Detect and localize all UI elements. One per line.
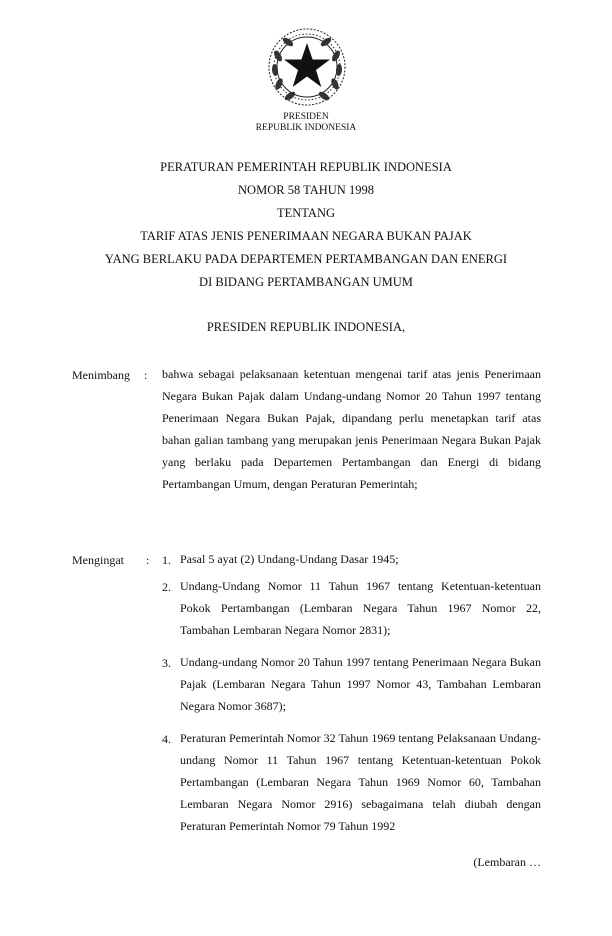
menimbang-text: bahwa sebagai pelaksanaan ketentuan mengenai tarif atas jenis Penerimaan Negara Bukan Pajak dalam Undang-undang Nomor 20 Tahun 1997 tentang Penerimaan Negara Bukan Pajak, dipandang perlu menetapkan tarif atas bahan galian tambang yang merupakan jenis Penerimaan Negara Bukan Pajak yang berlaku pada Departemen Pertambangan dan Energi di bidang Pertambangan Umum, dengan Peraturan Pemerintah;: [162, 367, 541, 491]
mengingat-item-text: Undang-undang Nomor 20 Tahun 1997 tentang Penerimaan Negara Bukan Pajak (Lembaran Negara Tahun 1997 Nomor 43, Tambahan Lembaran Negara Nomor 3687);: [180, 655, 541, 713]
mengingat-item-text: Pasal 5 ayat (2) Undang-Undang Dasar 1945;: [180, 552, 399, 566]
title-line-3: TENTANG: [276, 206, 335, 220]
mengingat-item-number: 4.: [162, 732, 171, 746]
continuation-marker: (Lembaran …: [473, 855, 541, 869]
menimbang-label: Menimbang: [72, 368, 130, 382]
mengingat-label: Mengingat: [72, 553, 124, 567]
garuda-star-wreath-emblem-icon: [266, 26, 348, 108]
header-presiden: PRESIDEN: [283, 112, 329, 122]
mengingat-item-text: Undang-Undang Nomor 11 Tahun 1967 tentang Ketentuan-ketentuan Pokok Pertambangan (Lembaran Negara Tahun 1967 Nomor 22, Tambahan Lembaran Negara Nomor 2831);: [180, 579, 541, 637]
menimbang-colon: :: [144, 368, 148, 382]
mengingat-item-number: 3.: [162, 656, 171, 670]
mengingat-item-number: 1.: [162, 553, 171, 567]
title-line-4: TARIF ATAS JENIS PENERIMAAN NEGARA BUKAN PAJAK: [140, 229, 472, 243]
mengingat-colon: :: [146, 553, 150, 567]
title-line-1: PERATURAN PEMERINTAH REPUBLIK INDONESIA: [160, 160, 452, 174]
mengingat-item-text: Peraturan Pemerintah Nomor 32 Tahun 1969 tentang Pelaksanaan Undang-undang Nomor 11 Tahun 1967 tentang Ketentuan-ketentuan Pokok Pertambangan (Lembaran Negara Tahun 1969 Nomor 60, Tambahan Lembaran Negara Nomor 2916) sebagaimana telah diubah dengan Peraturan Pemerintah Nomor 79 Tahun 1992: [180, 731, 541, 833]
mengingat-item-number: 2.: [162, 580, 171, 594]
title-line-2: NOMOR 58 TAHUN 1998: [238, 183, 374, 197]
title-line-5: YANG BERLAKU PADA DEPARTEMEN PERTAMBANGAN DAN ENERGI: [104, 252, 508, 266]
title-line-6: DI BIDANG PERTAMBANGAN UMUM: [199, 275, 413, 289]
header-republik-indonesia: REPUBLIK INDONESIA: [255, 123, 357, 133]
preamble: PRESIDEN REPUBLIK INDONESIA,: [206, 320, 406, 334]
